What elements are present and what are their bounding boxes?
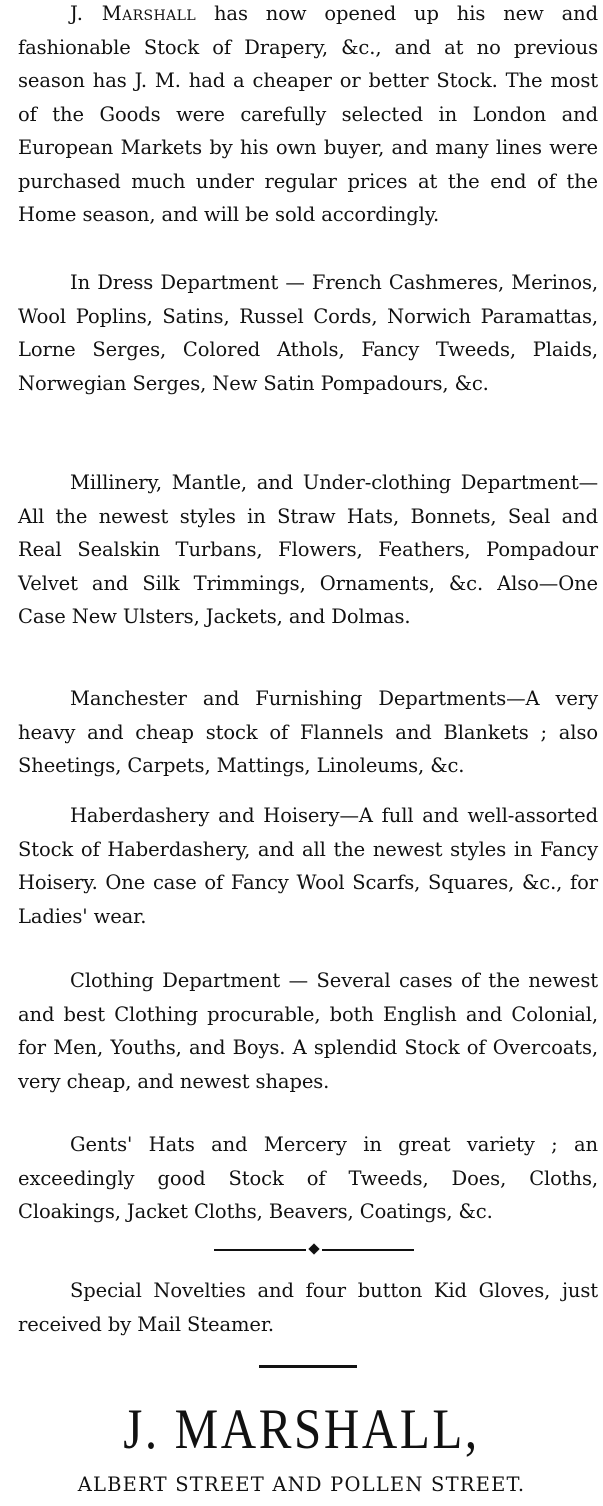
store-address: ALBERT STREET AND POLLEN STREET. [77, 1473, 526, 1496]
signature-divider [259, 1365, 357, 1368]
clothing-department-paragraph: Clothing Department — Several cases of the newest and best Clothing procurable, both English and Colonial, for Men, Youths, and Boys. A splendid Stock of Overcoats, very cheap, and newest shapes. [18, 969, 598, 1093]
intro-text: has now opened up his new and fashionable Stock of Drapery, &c., and at no previous season has J. M. had a cheaper or better Stock. The most of the Goods were carefully selected in London and European Markets by his own buyer, and many lines were purchased much under regular prices at the end of the Home season, and will be sold accordingly. [18, 2, 598, 226]
diamond-ornament-icon [308, 1243, 319, 1254]
manchester-furnishing-paragraph: Manchester and Furnishing Departments—A very heavy and cheap stock of Flannels and Blankets ; also Sheetings, Carpets, Mattings, Linoleums, &c. [18, 687, 598, 777]
intro-paragraph [18, 0, 598, 232]
merchant-signature: J. MARSHALL, [123, 1398, 480, 1461]
dress-department-paragraph: In Dress Department — French Cashmeres, Merinos, Wool Poplins, Satins, Russel Cords, Norwich Paramattas, Lorne Serges, Colored Athols, Fancy Tweeds, Plaids, Norwegian Serges, New Satin Pompadours, &c. [18, 271, 598, 395]
special-novelties-paragraph: Special Novelties and four button Kid Gloves, just received by Mail Steamer. [18, 1279, 598, 1336]
divider-line-left [214, 1249, 306, 1251]
gents-hats-mercery-paragraph: Gents' Hats and Mercery in great variety ; an exceedingly good Stock of Tweeds, Does, Cloths, Cloakings, Jacket Cloths, Beavers, Coatings, &c. [18, 1133, 598, 1223]
divider-line-right [322, 1249, 414, 1251]
haberdashery-hoisery-paragraph: Haberdashery and Hoisery—A full and well-assorted Stock of Haberdashery, and all the newest styles in Fancy Hoisery. One case of Fancy Wool Scarfs, Squares, &c., for Ladies' wear. [18, 804, 598, 928]
merchant-name-smallcaps: J. Marshall [70, 2, 197, 25]
millinery-department-paragraph: Millinery, Mantle, and Under-clothing Department—All the newest styles in Straw Hats, Bonnets, Seal and Real Sealskin Turbans, Flowers, Feathers, Pompadour Velvet and Silk Trimmings, Ornaments, &c. Also—One Case New Ulsters, Jackets, and Dolmas. [18, 471, 598, 628]
ornamental-divider [214, 1245, 414, 1255]
